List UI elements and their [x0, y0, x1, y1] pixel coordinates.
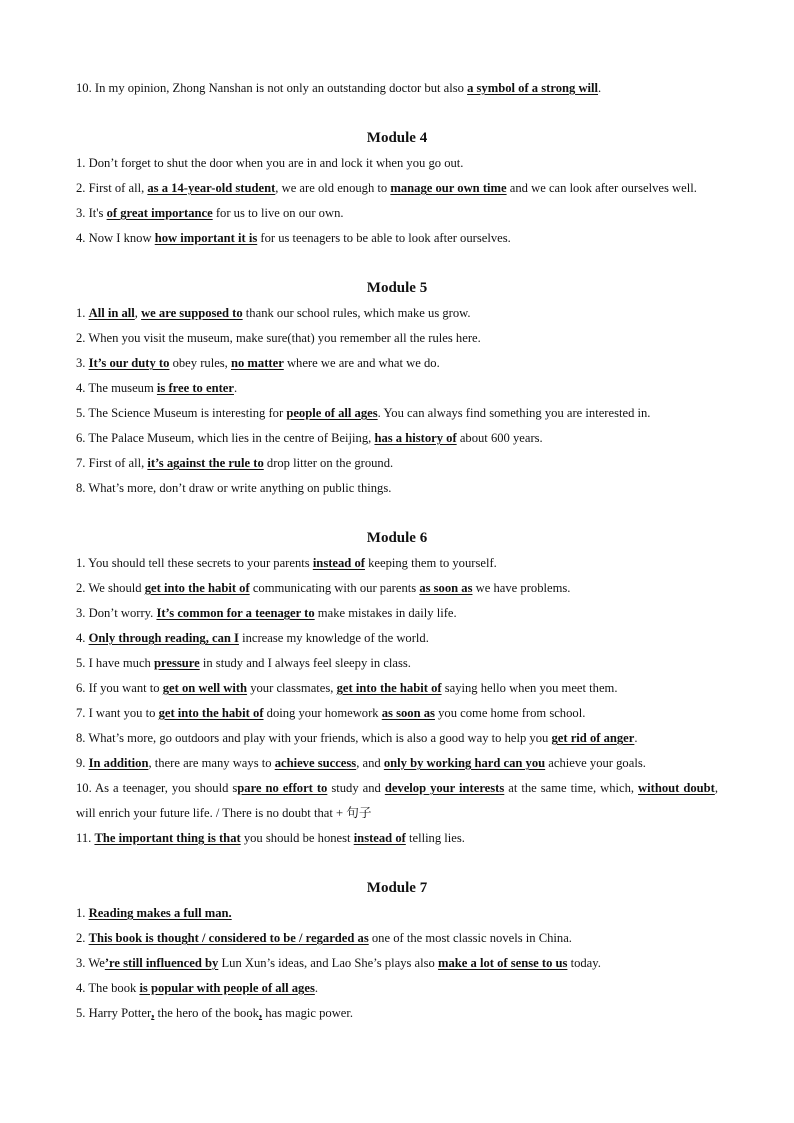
- sentence-text: thank our school rules, which make us grow.: [242, 306, 471, 320]
- sentence-text: 1. Don’t forget to shut the door when you are in and lock it when you go out.: [76, 156, 464, 170]
- key-phrase: it’s against the rule to: [147, 456, 264, 470]
- sentence-text: achieve your goals.: [545, 756, 646, 770]
- sentence-text: you come home from school.: [434, 706, 586, 720]
- key-phrase: instead of: [312, 556, 365, 570]
- key-phrase: as soon as: [381, 706, 435, 720]
- key-phrase: as a 14-year-old student: [147, 181, 276, 195]
- sentence-text: 11.: [76, 831, 95, 845]
- sentence-item: [76, 326, 718, 351]
- module-section: [76, 126, 718, 251]
- sentence-item: [76, 76, 718, 101]
- key-phrase: achieve success: [274, 756, 357, 770]
- sentence-text: 2. We should: [76, 581, 145, 595]
- sentence-text: 9.: [76, 756, 89, 770]
- sentence-text: you should be honest: [240, 831, 354, 845]
- document-page: [76, 76, 718, 1026]
- sentence-text: increase my knowledge of the world.: [238, 631, 429, 645]
- sentence-text: 5. Harry Potter: [76, 1006, 152, 1020]
- sentence-item: [76, 426, 718, 451]
- key-phrase: only by working hard can you: [383, 756, 546, 770]
- sentence-item: [76, 476, 718, 501]
- key-phrase: Reading makes a full man.: [88, 906, 232, 920]
- sentence-text: drop litter on the ground.: [263, 456, 394, 470]
- key-phrase: instead of: [353, 831, 406, 845]
- key-phrase: In addition: [88, 756, 149, 770]
- key-phrase: how important it is: [154, 231, 258, 245]
- module-section: [76, 876, 718, 1026]
- sentence-text: .: [598, 81, 602, 95]
- sentence-text: 3. It's: [76, 206, 107, 220]
- sentence-text: 5. The Science Museum is interesting for: [76, 406, 287, 420]
- key-phrase: This book is thought / considered to be / regarded as: [88, 931, 369, 945]
- key-phrase: develop your interests: [384, 781, 505, 795]
- sentence-text: 3. We: [76, 956, 105, 970]
- sentence-text: .: [314, 981, 318, 995]
- key-phrase: of great importance: [106, 206, 213, 220]
- module-heading: Module 7: [366, 880, 428, 896]
- sentence-text: . You can always find something you are interested in.: [377, 406, 651, 420]
- sentence-text: ,: [134, 306, 142, 320]
- module-heading: Module 4: [366, 130, 428, 146]
- sentence-text: obey rules,: [169, 356, 231, 370]
- sentence-text: your classmates,: [247, 681, 337, 695]
- key-phrase: without doubt: [638, 781, 715, 795]
- sentence-item: [76, 351, 718, 376]
- sentence-item: [76, 901, 718, 926]
- sentence-item: [76, 776, 718, 826]
- sentence-text: keeping them to yourself.: [364, 556, 497, 570]
- key-phrase: All in all: [88, 306, 135, 320]
- key-phrase: Only through reading, can I: [88, 631, 239, 645]
- sentence-text: 5. I have much: [76, 656, 154, 670]
- sentence-text: 2. When you visit the museum, make sure(that) you remember all the rules here.: [76, 331, 481, 345]
- module-section: [76, 276, 718, 501]
- sentence-text: make mistakes in daily life.: [314, 606, 457, 620]
- sentence-text: 2. First of all,: [76, 181, 148, 195]
- sentence-text: study and: [327, 781, 385, 795]
- sentence-item: [76, 1001, 718, 1026]
- key-phrase: get into the habit of: [158, 706, 264, 720]
- module-heading: Module 6: [366, 530, 428, 546]
- sentence-text: has magic power.: [262, 1006, 354, 1020]
- key-phrase: get on well with: [162, 681, 248, 695]
- key-phrase: get into the habit of: [336, 681, 442, 695]
- module-heading: Module 5: [366, 280, 428, 296]
- sentence-item: [76, 376, 718, 401]
- sentence-text: for us teenagers to be able to look after ourselves.: [257, 231, 511, 245]
- sentence-text: , will enrich your future life. / There is no doubt that + 句子: [76, 781, 718, 820]
- key-phrase: It’s common for a teenager to: [156, 606, 315, 620]
- sentence-item: [76, 301, 718, 326]
- sentence-text: we have problems.: [472, 581, 571, 595]
- sentence-text: telling lies.: [405, 831, 465, 845]
- sentence-text: 6. The Palace Museum, which lies in the centre of Beijing,: [76, 431, 375, 445]
- key-phrase: as soon as: [419, 581, 473, 595]
- sentence-text: one of the most classic novels in China.: [368, 931, 572, 945]
- sentence-text: 7. First of all,: [76, 456, 148, 470]
- sentence-text: 1.: [76, 306, 89, 320]
- sentence-text: .: [634, 731, 638, 745]
- sentence-text: for us to live on our own.: [212, 206, 344, 220]
- sentence-item: [76, 201, 718, 226]
- sentence-text: today.: [567, 956, 601, 970]
- sentence-item: [76, 551, 718, 576]
- sentence-item: [76, 576, 718, 601]
- sentence-item: [76, 951, 718, 976]
- sentence-text: 1.: [76, 906, 89, 920]
- key-phrase: get into the habit of: [144, 581, 250, 595]
- sentence-text: 2.: [76, 931, 89, 945]
- key-phrase: make a lot of sense to us: [437, 956, 568, 970]
- sentence-text: 4. The museum: [76, 381, 157, 395]
- key-phrase: is popular with people of all ages: [139, 981, 315, 995]
- sentence-item: [76, 651, 718, 676]
- sentence-item: [76, 701, 718, 726]
- key-phrase: manage our own time: [390, 181, 507, 195]
- sentence-text: in study and I always feel sleepy in class.: [199, 656, 411, 670]
- sentence-text: the hero of the book: [154, 1006, 259, 1020]
- sentence-text: 4. The book: [76, 981, 140, 995]
- key-phrase: ,: [151, 1006, 155, 1020]
- sentence-text: 6. If you want to: [76, 681, 163, 695]
- key-phrase: a symbol of a strong will: [467, 81, 599, 95]
- key-phrase: pressure: [154, 656, 200, 670]
- sentence-text: doing your homework: [263, 706, 382, 720]
- sentence-text: 10. As a teenager, you should s: [76, 781, 238, 795]
- key-phrase: is free to enter: [156, 381, 234, 395]
- sentence-text: , and: [356, 756, 384, 770]
- sentence-text: at the same time, which,: [504, 781, 639, 795]
- key-phrase: no matter: [230, 356, 284, 370]
- sentence-item: [76, 601, 718, 626]
- sentence-item: [76, 626, 718, 651]
- module-section: [76, 526, 718, 851]
- sentence-text: 3.: [76, 356, 89, 370]
- sentence-text: 4. Now I know: [76, 231, 155, 245]
- key-phrase: The important thing is that: [94, 831, 241, 845]
- key-phrase: It’s our duty to: [88, 356, 170, 370]
- sentence-text: 10. In my opinion, Zhong Nanshan is not only an outstanding doctor but also: [76, 81, 468, 95]
- sentence-item: [76, 751, 718, 776]
- sentence-text: and we can look after ourselves well.: [506, 181, 697, 195]
- sentence-item: [76, 226, 718, 251]
- sentence-text: communicating with our parents: [249, 581, 420, 595]
- sentence-item: [76, 826, 718, 851]
- sentence-text: .: [233, 381, 238, 395]
- sentence-text: saying hello when you meet them.: [441, 681, 618, 695]
- module-section: [76, 76, 718, 101]
- sentence-item: [76, 676, 718, 701]
- sentence-text: , there are many ways to: [148, 756, 275, 770]
- key-phrase: has a history of: [374, 431, 457, 445]
- sentence-text: 8. What’s more, go outdoors and play with your friends, which is also a good way to help you: [76, 731, 552, 745]
- key-phrase: ,: [258, 1006, 263, 1020]
- sentence-text: 4.: [76, 631, 89, 645]
- key-phrase: people of all ages: [286, 406, 378, 420]
- sentence-item: [76, 401, 718, 426]
- sentence-item: [76, 726, 718, 751]
- sentence-item: [76, 451, 718, 476]
- sentence-item: [76, 976, 718, 1001]
- sentence-text: 7. I want you to: [76, 706, 159, 720]
- sentence-text: about 600 years.: [456, 431, 543, 445]
- sentence-text: where we are and what we do.: [283, 356, 440, 370]
- sentence-text: , we are old enough to: [275, 181, 391, 195]
- key-phrase: ’re still influenced by: [104, 956, 219, 970]
- sentence-item: [76, 151, 718, 176]
- sentence-text: Lun Xun’s ideas, and Lao She’s plays also: [218, 956, 438, 970]
- key-phrase: pare no effort to: [237, 781, 328, 795]
- sentence-text: 3. Don’t worry.: [76, 606, 157, 620]
- sentence-item: [76, 176, 718, 201]
- key-phrase: we are supposed to: [141, 306, 243, 320]
- key-phrase: get rid of anger: [551, 731, 635, 745]
- sentence-text: 8. What’s more, don’t draw or write anything on public things.: [76, 481, 392, 495]
- sentence-text: 1. You should tell these secrets to your parents: [76, 556, 313, 570]
- sentence-item: [76, 926, 718, 951]
